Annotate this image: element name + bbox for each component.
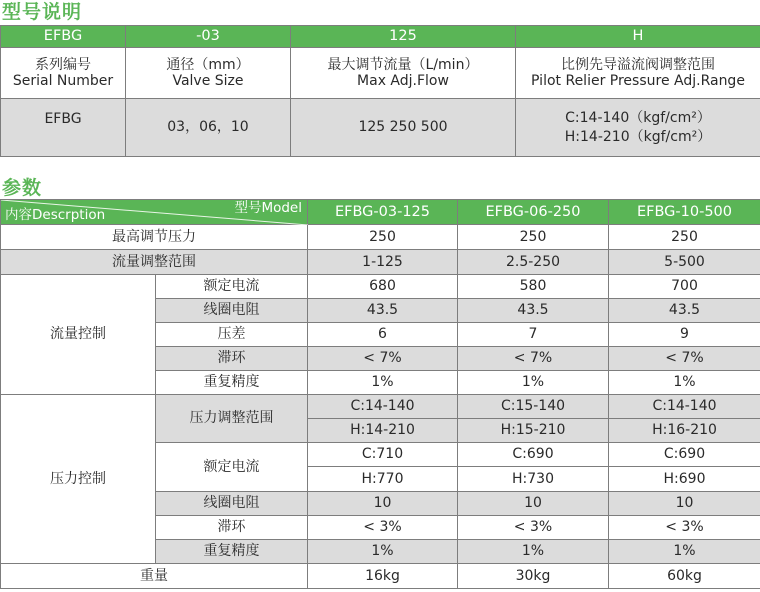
- pressure-adj-range-c-row: 压力控制 压力调整范围 C:14-140 C:15-140 C:14-140: [1, 395, 760, 419]
- model-code-label-row: [1, 48, 760, 99]
- pressure-rated-current-c-row: 额定电流 C:710 C:690 C:690: [1, 443, 760, 467]
- flow-rated-current-row: 流量控制 额定电流 680 580 700: [1, 275, 760, 299]
- model-3: EFBG-10-500: [609, 200, 760, 225]
- label-pressure: 比例先导溢流阀调整范围 Pilot Relier Pressure Adj.Range: [516, 48, 760, 99]
- label-size: 通径（mm） Valve Size: [126, 48, 291, 99]
- value-serial: EFBG: [1, 99, 126, 157]
- params-header-row: [1, 200, 760, 225]
- params-section-title: 参数: [2, 177, 43, 199]
- header-serial: EFBG: [1, 26, 126, 48]
- pressure-adj-range-h-row: H:14-210 H:15-210 H:16-210: [1, 419, 760, 443]
- model-2: EFBG-06-250: [458, 200, 609, 225]
- header-size: -03: [126, 26, 291, 48]
- pressure-rated-current-h-row: H:770 H:730 H:690: [1, 467, 760, 492]
- label-flow: 最大调节流量（L/min） Max Adj.Flow: [291, 48, 516, 99]
- flow-hysteresis-row: 滞环 < 7% < 7% < 7%: [1, 347, 760, 371]
- label-serial: 系列编号 Serial Number: [1, 48, 126, 99]
- model-code-value-row: [1, 99, 760, 157]
- model-code-table: [0, 25, 760, 157]
- header-flow: 125: [291, 26, 516, 48]
- pressure-control-label: 压力控制: [1, 395, 156, 564]
- corner-desc-label: 内容Descrption: [5, 207, 106, 224]
- flow-pressure-diff-row: 压差 6 7 9: [1, 323, 760, 347]
- flow-range-row: 流量调整范围 1-125 2.5-250 5-500: [1, 250, 760, 275]
- value-flow: 125 250 500: [291, 99, 516, 157]
- weight-row: 重量 16kg 30kg 60kg: [1, 564, 760, 589]
- max-pressure-row: 最高调节压力 250 250 250: [1, 225, 760, 250]
- corner-cell: [1, 200, 308, 225]
- value-pressure: C:14-140（kgf/cm²） H:14-210（kgf/cm²）: [516, 99, 760, 157]
- flow-coil-resistance-row: 线圈电阻 43.5 43.5 43.5: [1, 299, 760, 323]
- flow-repeatability-row: 重复精度 1% 1% 1%: [1, 371, 760, 395]
- value-size: 03，06，10: [126, 99, 291, 157]
- header-pressure: H: [516, 26, 760, 48]
- corner-model-label: 型号Model: [234, 200, 302, 216]
- params-table: [0, 199, 760, 589]
- flow-control-label: 流量控制: [1, 275, 156, 395]
- pressure-coil-resistance-row: 线圈电阻 10 10 10: [1, 492, 760, 516]
- model-code-header-row: [1, 26, 760, 48]
- model-1: EFBG-03-125: [308, 200, 458, 225]
- pressure-hysteresis-row: 滞环 < 3% < 3% < 3%: [1, 516, 760, 540]
- pressure-repeatability-row: 重复精度 1% 1% 1%: [1, 540, 760, 564]
- model-section-title: 型号说明: [2, 1, 83, 23]
